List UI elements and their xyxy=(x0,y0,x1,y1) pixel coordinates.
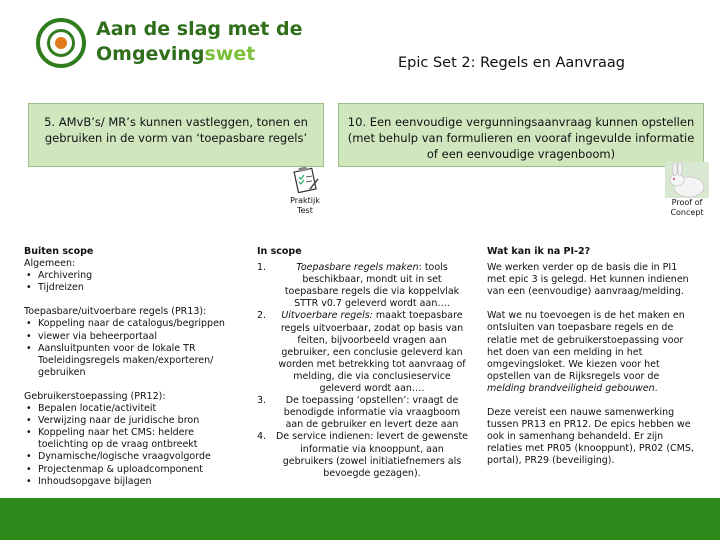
out-of-scope-column xyxy=(24,246,236,488)
list-item: • Tijdreizen xyxy=(38,282,236,294)
badge-proof-of-concept: Proof of Concept xyxy=(670,198,704,217)
paragraph: We werken verder op de basis die in PI1 met epic 3 is gelegd. Het kunnen indienen van een (eenvoudige) aanvraag/melding. xyxy=(487,262,689,298)
after-pi2-heading: Wat kan ik na PI-2? xyxy=(487,246,591,257)
paragraph: Wat we nu toevoegen is de het maken en ontsluiten van toepasbare regels en de relatie met de gebruikerstoepassing voor het doen van een melding in het omgevingsloket. We kiezen voor het opstellen van de Rijksregels voor de melding brandveiligheid gebouwen. xyxy=(487,310,685,394)
in-scope-list xyxy=(257,262,469,480)
slide-title: Epic Set 2: Regels en Aanvraag xyxy=(398,55,626,71)
list-item: • viewer via beheerportaal xyxy=(38,331,236,343)
brand-line-1: Aan de slag met de xyxy=(96,18,303,40)
list-item: • Inhoudsopgave bijlagen xyxy=(38,476,236,488)
list-item: • Archivering xyxy=(38,270,236,282)
epic-box-right: 10. Een eenvoudige vergunningsaanvraag kunnen opstellen (met behulp van formulieren en vooraf ingevulde informatie of een eenvoudige vragenboom) xyxy=(338,103,704,167)
group-title: Toepasbare/uitvoerbare regels (PR13): xyxy=(24,306,207,318)
group-title: Gebruikerstoepassing (PR12): xyxy=(24,390,166,402)
list-item: 4. De service indienen: levert de gewenste informatie via knooppunt, aan gebruikers (zowel initiatiefnemers als bevoegde gezagen). xyxy=(257,431,469,479)
after-pi2-column xyxy=(487,246,697,468)
footer-bar xyxy=(0,498,720,540)
brand-line-2 xyxy=(96,43,255,65)
in-scope-heading: In scope xyxy=(257,246,302,257)
list-item: • Dynamische/logische vraagvolgorde xyxy=(38,451,236,463)
group2-list xyxy=(24,318,236,378)
badge-praktijk-test: Praktijk Test xyxy=(290,196,320,215)
group3-list xyxy=(24,403,236,488)
in-scope-column xyxy=(257,246,469,480)
list-item: • Koppeling naar het CMS: heldere toelichting op de vraag ontbreekt xyxy=(38,427,236,451)
epic-box-left: 5. AMvB’s/ MR’s kunnen vastleggen, tonen en gebruiken in de vorm van ‘toepasbare regels’ xyxy=(28,103,324,167)
clipboard-checklist-icon xyxy=(290,165,320,193)
brand-main: Omgeving xyxy=(96,43,205,65)
out-of-scope-heading: Buiten scope xyxy=(24,246,94,257)
list-item: • Verwijzing naar de juridische bron xyxy=(38,415,236,427)
list-item: 2. Uitvoerbare regels: maakt toepasbare regels uitvoerbaar, zodat op basis van feiten, bijvoorbeeld vragen aan gebruiker, een conclusie geleverd kan worden met betrekking tot aanvraag of melding, die via conclusieservice geleverd wordt aan…. xyxy=(257,310,466,395)
group1-list xyxy=(24,270,236,294)
group-title: Algemeen: xyxy=(24,258,76,270)
list-item: 1. Toepasbare regels maken: tools beschikbaar, mondt uit in set toepasbare regels die via koppelvlak STTR v0.7 geleverd wordt aan…. xyxy=(257,262,460,310)
list-item: • Aansluitpunten voor de lokale TR Toeleidingsregels maken/exporteren/ gebruiken xyxy=(38,343,236,379)
logo-icon xyxy=(36,18,86,68)
paragraph: Deze vereist een nauwe samenwerking tussen PR13 en PR12. De epics hebben we ook in samenhang behandeld. Er zijn relaties met PR05 (knooppunt), PR02 (CMS, portal), PR29 (beveiliging). xyxy=(487,407,694,467)
list-item: • Projectenmap & uploadcomponent xyxy=(38,464,236,476)
list-item: • Bepalen locatie/activiteit xyxy=(38,403,236,415)
list-item: • Koppeling naar de catalogus/begrippen xyxy=(38,318,236,330)
list-item: 3. De toepassing ‘opstellen’: vraagt de benodigde informatie via vraagboom aan de gebruiker en levert deze aan xyxy=(257,395,461,431)
brand-suffix: swet xyxy=(204,43,256,65)
rabbit-icon xyxy=(665,162,709,198)
